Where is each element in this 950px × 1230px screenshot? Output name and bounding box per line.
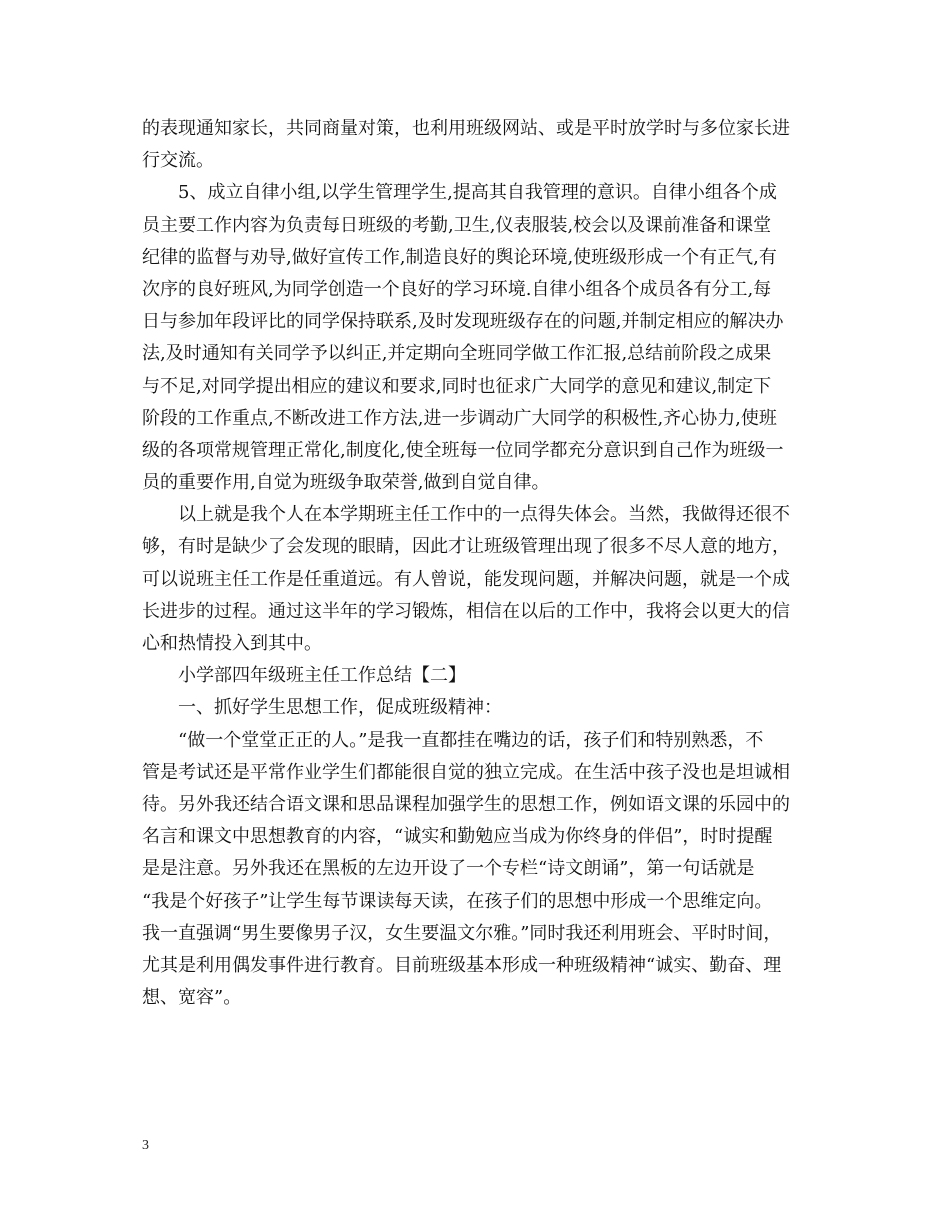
text-line: 员主要工作内容为负责每日班级的考勤,卫生,仪表服装,校会以及课前准备和课堂 <box>142 214 772 236</box>
text-line: 我一直强调“男生要像男子汉，女生要温文尔雅。”同时我还利用班会、平时时间， <box>142 922 782 944</box>
text-line: 纪律的监督与劝导,做好宣传工作,制造良好的舆论环境,使班级形成一个有正气,有 <box>142 246 777 268</box>
text-line: 员的重要作用,自觉为班级争取荣誉,做到自觉自律。 <box>142 472 550 494</box>
text-line: 次序的良好班风,为同学创造一个良好的学习环境.自律小组各个成员各有分工,每 <box>142 278 772 300</box>
paragraph <box>142 177 812 499</box>
text-line: 是是注意。另外我还在黑板的左边开设了一个专栏“诗文朗诵”，第一句话就是 <box>142 858 755 880</box>
text-line: 与不足,对同学提出相应的建议和要求,同时也征求广大同学的意见和建议,制定下 <box>142 375 772 397</box>
text-line: 长进步的过程。通过这半年的学习锻炼，相信在以后的工作中，我将会以更大的信 <box>142 600 790 622</box>
text-line: 小学部四年级班主任工作总结【二】 <box>178 665 466 687</box>
paragraph <box>142 499 812 660</box>
text-line: “我是个好孩子”让学生每节课读每天读，在孩子们的思想中形成一个思维定向。 <box>142 890 773 912</box>
text-line: 够，有时是缺少了会发现的眼睛，因此才让班级管理出现了很多不尽人意的地方， <box>142 536 790 558</box>
text-line: 一、抓好学生思想工作，促成班级精神： <box>178 697 502 719</box>
paragraph <box>142 660 812 692</box>
text-line: 5、成立自律小组,以学生管理学生,提高其自我管理的意识。自律小组各个成 <box>178 182 777 204</box>
text-line: 以上就是我个人在本学期班主任工作中的一点得失体会。当然，我做得还很不 <box>178 504 790 526</box>
text-line: 日与参加年段评比的同学保持联系,及时发现班级存在的问题,并制定相应的解决办 <box>142 311 784 333</box>
document-body <box>142 113 812 1014</box>
text-line: 心和热情投入到其中。 <box>142 633 322 654</box>
paragraph <box>142 692 812 724</box>
paragraph <box>142 725 812 1015</box>
text-line: “做一个堂堂正正的人。”是我一直都挂在嘴边的话，孩子们和特别熟悉，不 <box>178 729 764 751</box>
text-line: 管是考试还是平常作业学生们都能很自觉的独立完成。在生活中孩子没也是坦诚相 <box>142 761 790 783</box>
text-line: 待。另外我还结合语文课和思品课程加强学生的思想工作，例如语文课的乐园中的 <box>142 793 790 815</box>
page-number: 3 <box>142 1138 149 1153</box>
text-line: 的表现通知家长，共同商量对策，也利用班级网站、或是平时放学时与多位家长进 <box>142 118 790 139</box>
text-line: 阶段的工作重点,不断改进工作方法,进一步调动广大同学的积极性,齐心协力,使班 <box>142 407 777 429</box>
text-line: 名言和课文中思想教育的内容，“诚实和勤勉应当成为你终身的伴侣”，时时提醒 <box>142 826 773 848</box>
text-line: 法,及时通知有关同学予以纠正,并定期向全班同学做工作汇报,总结前阶段之成果 <box>142 343 772 365</box>
text-line: 尤其是利用偶发事件进行教育。目前班级基本形成一种班级精神“诚实、勤奋、理 <box>142 954 782 976</box>
text-line: 可以说班主任工作是任重道远。有人曾说，能发现问题，并解决问题，就是一个成 <box>142 568 790 590</box>
text-line: 级的各项常规管理正常化,制度化,使全班每一位同学都充分意识到自己作为班级一 <box>142 439 784 461</box>
paragraph <box>142 113 812 177</box>
text-line: 行交流。 <box>142 150 214 172</box>
text-line: 想、宽容”。 <box>142 987 242 1009</box>
